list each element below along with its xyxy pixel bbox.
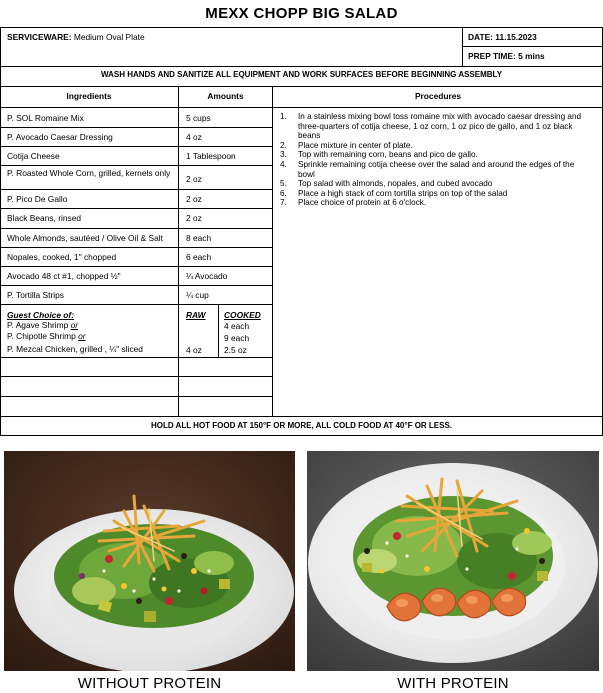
procedure-step: 1. In a stainless mixing bowl toss romaine mix with avocado caesar dressing and three-quarters of cotija cheese, 1 oz corn, 1 oz pico de gallo, and 1 oz black beans — [280, 112, 582, 141]
ingredient-name: P. Roasted Whole Corn, grilled, kernels only — [7, 168, 171, 178]
ingredient-amount: ¼ Avocado — [186, 271, 228, 281]
divider — [0, 285, 272, 286]
ingredient-name: P. Tortilla Strips — [7, 290, 64, 300]
ingredients-header: Ingredients — [66, 91, 112, 101]
ingredient-amount: 2 oz — [186, 194, 202, 204]
prep-time-label: PREP TIME: 5 mins — [468, 51, 545, 61]
guest-choice-item: P. Mezcal Chicken, grilled , ¼" sliced — [7, 344, 143, 354]
divider — [0, 146, 272, 147]
procedures-header: Procedures — [414, 91, 462, 101]
cooked-label: COOKED — [224, 310, 261, 320]
divider — [0, 208, 272, 209]
ingredient-amount: 6 each — [186, 252, 212, 262]
divider — [0, 247, 272, 248]
serviceware — [7, 32, 145, 43]
ingredient-amount: 5 cups — [186, 113, 211, 123]
raw-value: 4 oz — [186, 345, 202, 355]
page-title: MEXX CHOPP BIG SALAD — [205, 5, 398, 22]
serviceware-label: SERVICEWARE: — [7, 32, 72, 42]
temperature-notice: HOLD ALL HOT FOOD AT 150°F OR MORE, ALL COLD FOOD AT 40°F OR LESS. — [150, 421, 453, 430]
divider — [218, 304, 219, 357]
ingredient-amount: 8 each — [186, 233, 212, 243]
divider — [0, 357, 272, 358]
divider — [0, 27, 1, 435]
divider — [0, 66, 603, 67]
salad-photo-with-protein — [307, 451, 599, 671]
divider — [0, 416, 1, 436]
caption-without-protein: WITHOUT PROTEIN — [77, 675, 222, 692]
ingredient-amount: 2 oz — [186, 213, 202, 223]
ingredient-amount: 2 oz — [186, 174, 202, 184]
ingredient-amount: ¼ cup — [186, 290, 209, 300]
date-label: DATE: 11.15.2023 — [468, 32, 537, 42]
ingredient-amount: 4 oz — [186, 132, 202, 142]
ingredient-name: P. Pico De Gallo — [7, 194, 68, 204]
salad-photo-without-protein — [4, 451, 295, 671]
divider — [0, 435, 603, 436]
divider — [0, 376, 272, 377]
ingredient-name: Cotija Cheese — [7, 151, 60, 161]
cooked-value: 4 each — [224, 321, 250, 331]
divider — [0, 266, 272, 267]
wash-notice: WASH HANDS AND SANITIZE ALL EQUIPMENT AND WORK SURFACES BEFORE BEGINNING ASSEMBLY — [100, 70, 503, 79]
procedure-step: 5. Top salad with almonds, nopales, and cubed avocado — [280, 179, 493, 189]
serviceware-value: Medium Oval Plate — [73, 32, 145, 42]
divider — [178, 86, 179, 416]
caption-with-protein: WITH PROTEIN — [397, 675, 509, 692]
divider — [272, 86, 273, 416]
ingredient-amount: 1 Tablespoon — [186, 151, 236, 161]
cooked-value: 2.5 oz — [224, 345, 247, 355]
divider — [0, 396, 272, 397]
divider — [0, 304, 272, 305]
guest-choice-item: P. Agave Shrimp or — [7, 320, 79, 330]
divider — [0, 107, 603, 108]
amounts-header: Amounts — [207, 91, 244, 101]
procedure-step: 2. Place mixture in center of plate. — [280, 140, 413, 150]
divider — [0, 189, 272, 190]
ingredient-name: P. Avocado Caesar Dressing — [7, 132, 113, 142]
divider — [0, 27, 603, 28]
cooked-value: 9 each — [224, 333, 250, 343]
divider — [0, 86, 603, 87]
guest-choice-item: P. Chipotle Shrimp or — [7, 331, 86, 341]
divider — [462, 46, 603, 47]
procedures-list — [280, 112, 590, 208]
ingredient-name: Nopales, cooked, 1" chopped — [7, 252, 117, 262]
procedure-step: 3. Top with remaining corn, beans and pico de gallo. — [280, 150, 478, 160]
procedure-step: 4. Sprinkle remaining cotija cheese over the salad and around the edges of the bowl — [280, 159, 575, 179]
divider — [0, 127, 272, 128]
raw-label: RAW — [186, 310, 206, 320]
divider — [0, 416, 603, 417]
ingredient-name: P. SOL Romaine Mix — [7, 113, 84, 123]
procedure-step: 7. Place choice of protein at 6 o'clock. — [280, 198, 427, 208]
ingredient-name: Whole Almonds, sautéed / Olive Oil & Salt — [7, 233, 163, 243]
procedure-step: 6. Place a high stack of corn tortilla strips on top of the salad — [280, 188, 508, 198]
divider — [0, 165, 272, 166]
ingredient-name: Avocado 48 ct #1, chopped ½" — [7, 271, 121, 281]
divider — [0, 228, 272, 229]
guest-choice-heading: Guest Choice of: — [7, 310, 75, 320]
ingredient-name: Black Beans, rinsed — [7, 213, 82, 223]
